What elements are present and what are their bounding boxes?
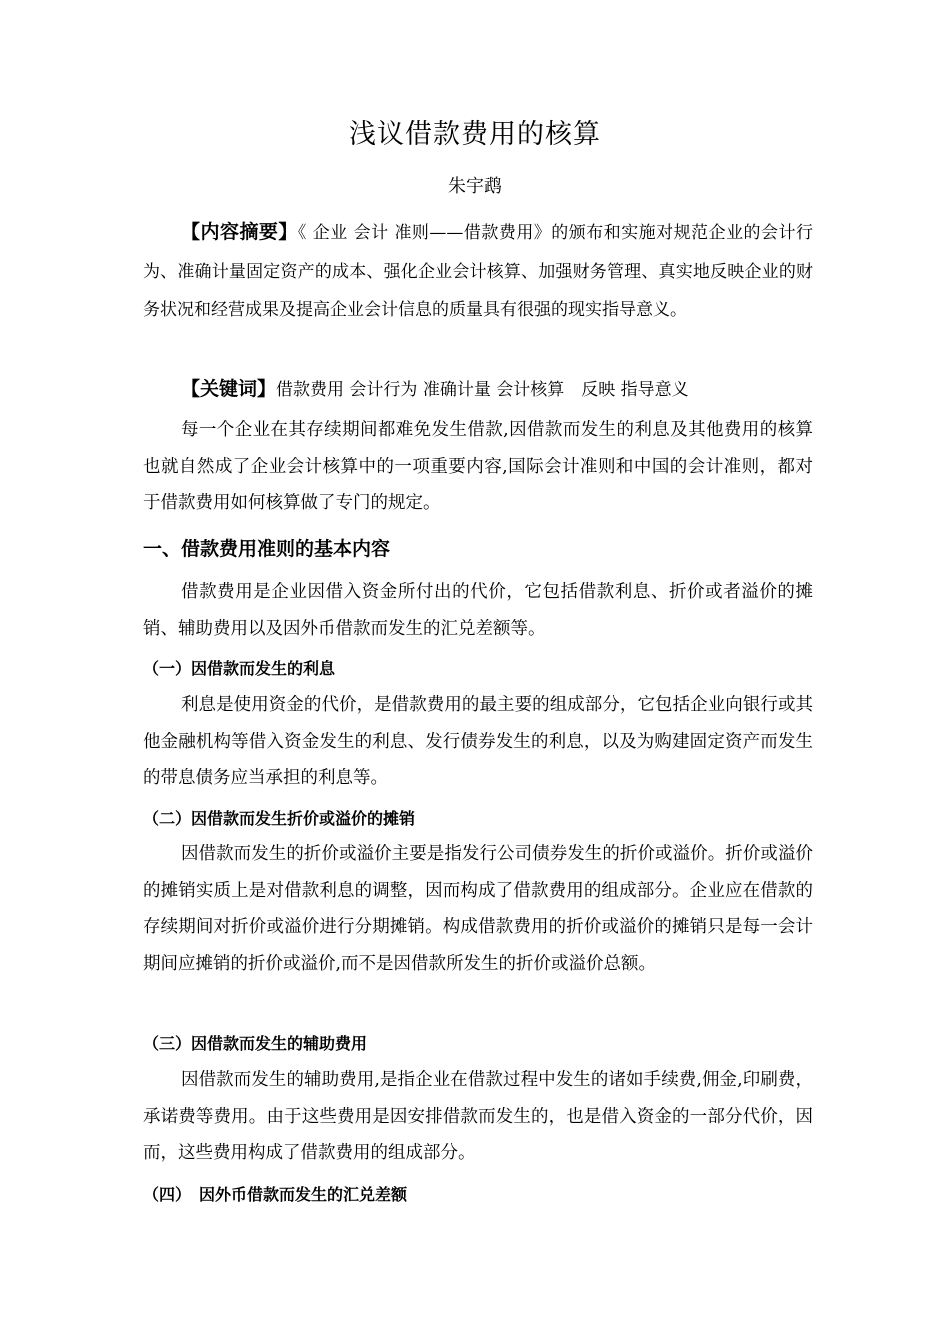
subsection-heading-4: （四） 因外币借款而发生的汇兑差额 — [143, 1185, 408, 1204]
subsection3-paragraph: 因借款而发生的辅助费用,是指企业在借款过程中发生的诸如手续费,佣金,印刷费，承诺费等费用。由于这些费用是因安排借款而发生的，也是借入资金的一部分代价，因而，这些费用构成了借款费用的组成部分。 — [143, 1070, 813, 1163]
abstract-label: 【内容摘要】 — [181, 221, 298, 243]
document-title: 浅议借款费用的核算 — [349, 119, 601, 150]
keywords-text: 借款费用 会计行为 准确计量 会计核算 反映 指导意义 — [276, 380, 689, 400]
intro-paragraph: 每一个企业在其存续期间都难免发生借款,因借款而发生的利息及其他费用的核算也就自然成了企业会计核算中的一项重要内容,国际会计准则和中国的会计准则，都对于借款费用如何核算做了专门的规定。 — [143, 420, 813, 513]
subsection2-paragraph: 因借款而发生的折价或溢价主要是指发行公司债券发生的折价或溢价。折价或溢价的摊销实质上是对借款利息的调整，因而构成了借款费用的组成部分。企业应在借款的存续期间对折价或溢价进行分期摊销。构成借款费用的折价或溢价的摊销只是每一会计期间应摊销的折价或溢价,而不是因借款所发生的折价或溢价总额。 — [143, 844, 813, 974]
abstract-paragraph — [143, 213, 813, 330]
keywords-label: 【关键词】 — [181, 378, 277, 400]
keywords-line — [143, 374, 813, 405]
abstract-text: 《 企业 会计 准则——借款费用》的颁布和实施对规范企业的会计行为、准确计量固定资产的成本、强化企业会计核算、加强财务管理、真实地反映企业的财务状况和经营成果及提高企业会计信息的质量具有很强的现实指导意义。 — [143, 223, 813, 320]
author-name: 朱宇鹉 — [448, 176, 502, 197]
subsection-heading-1: （一）因借款而发生的利息 — [143, 659, 336, 678]
section1-paragraph: 借款费用是企业因借入资金所付出的代价，它包括借款利息、折价或者溢价的摊销、辅助费用以及因外币借款而发生的汇兑差额等。 — [143, 582, 813, 639]
subsection-heading-3: （三）因借款而发生的辅助费用 — [143, 1034, 368, 1053]
subsection-heading-2: （二）因借款而发生折价或溢价的摊销 — [143, 809, 416, 828]
section-heading-1: 一、借款费用准则的基本内容 — [143, 538, 391, 560]
subsection1-paragraph: 利息是使用资金的代价，是借款费用的最主要的组成部分，它包括企业向银行或其他金融机构等借入资金发生的利息、发行债券发生的利息，以及为购建固定资产而发生的带息债务应当承担的利息等。 — [143, 695, 813, 788]
